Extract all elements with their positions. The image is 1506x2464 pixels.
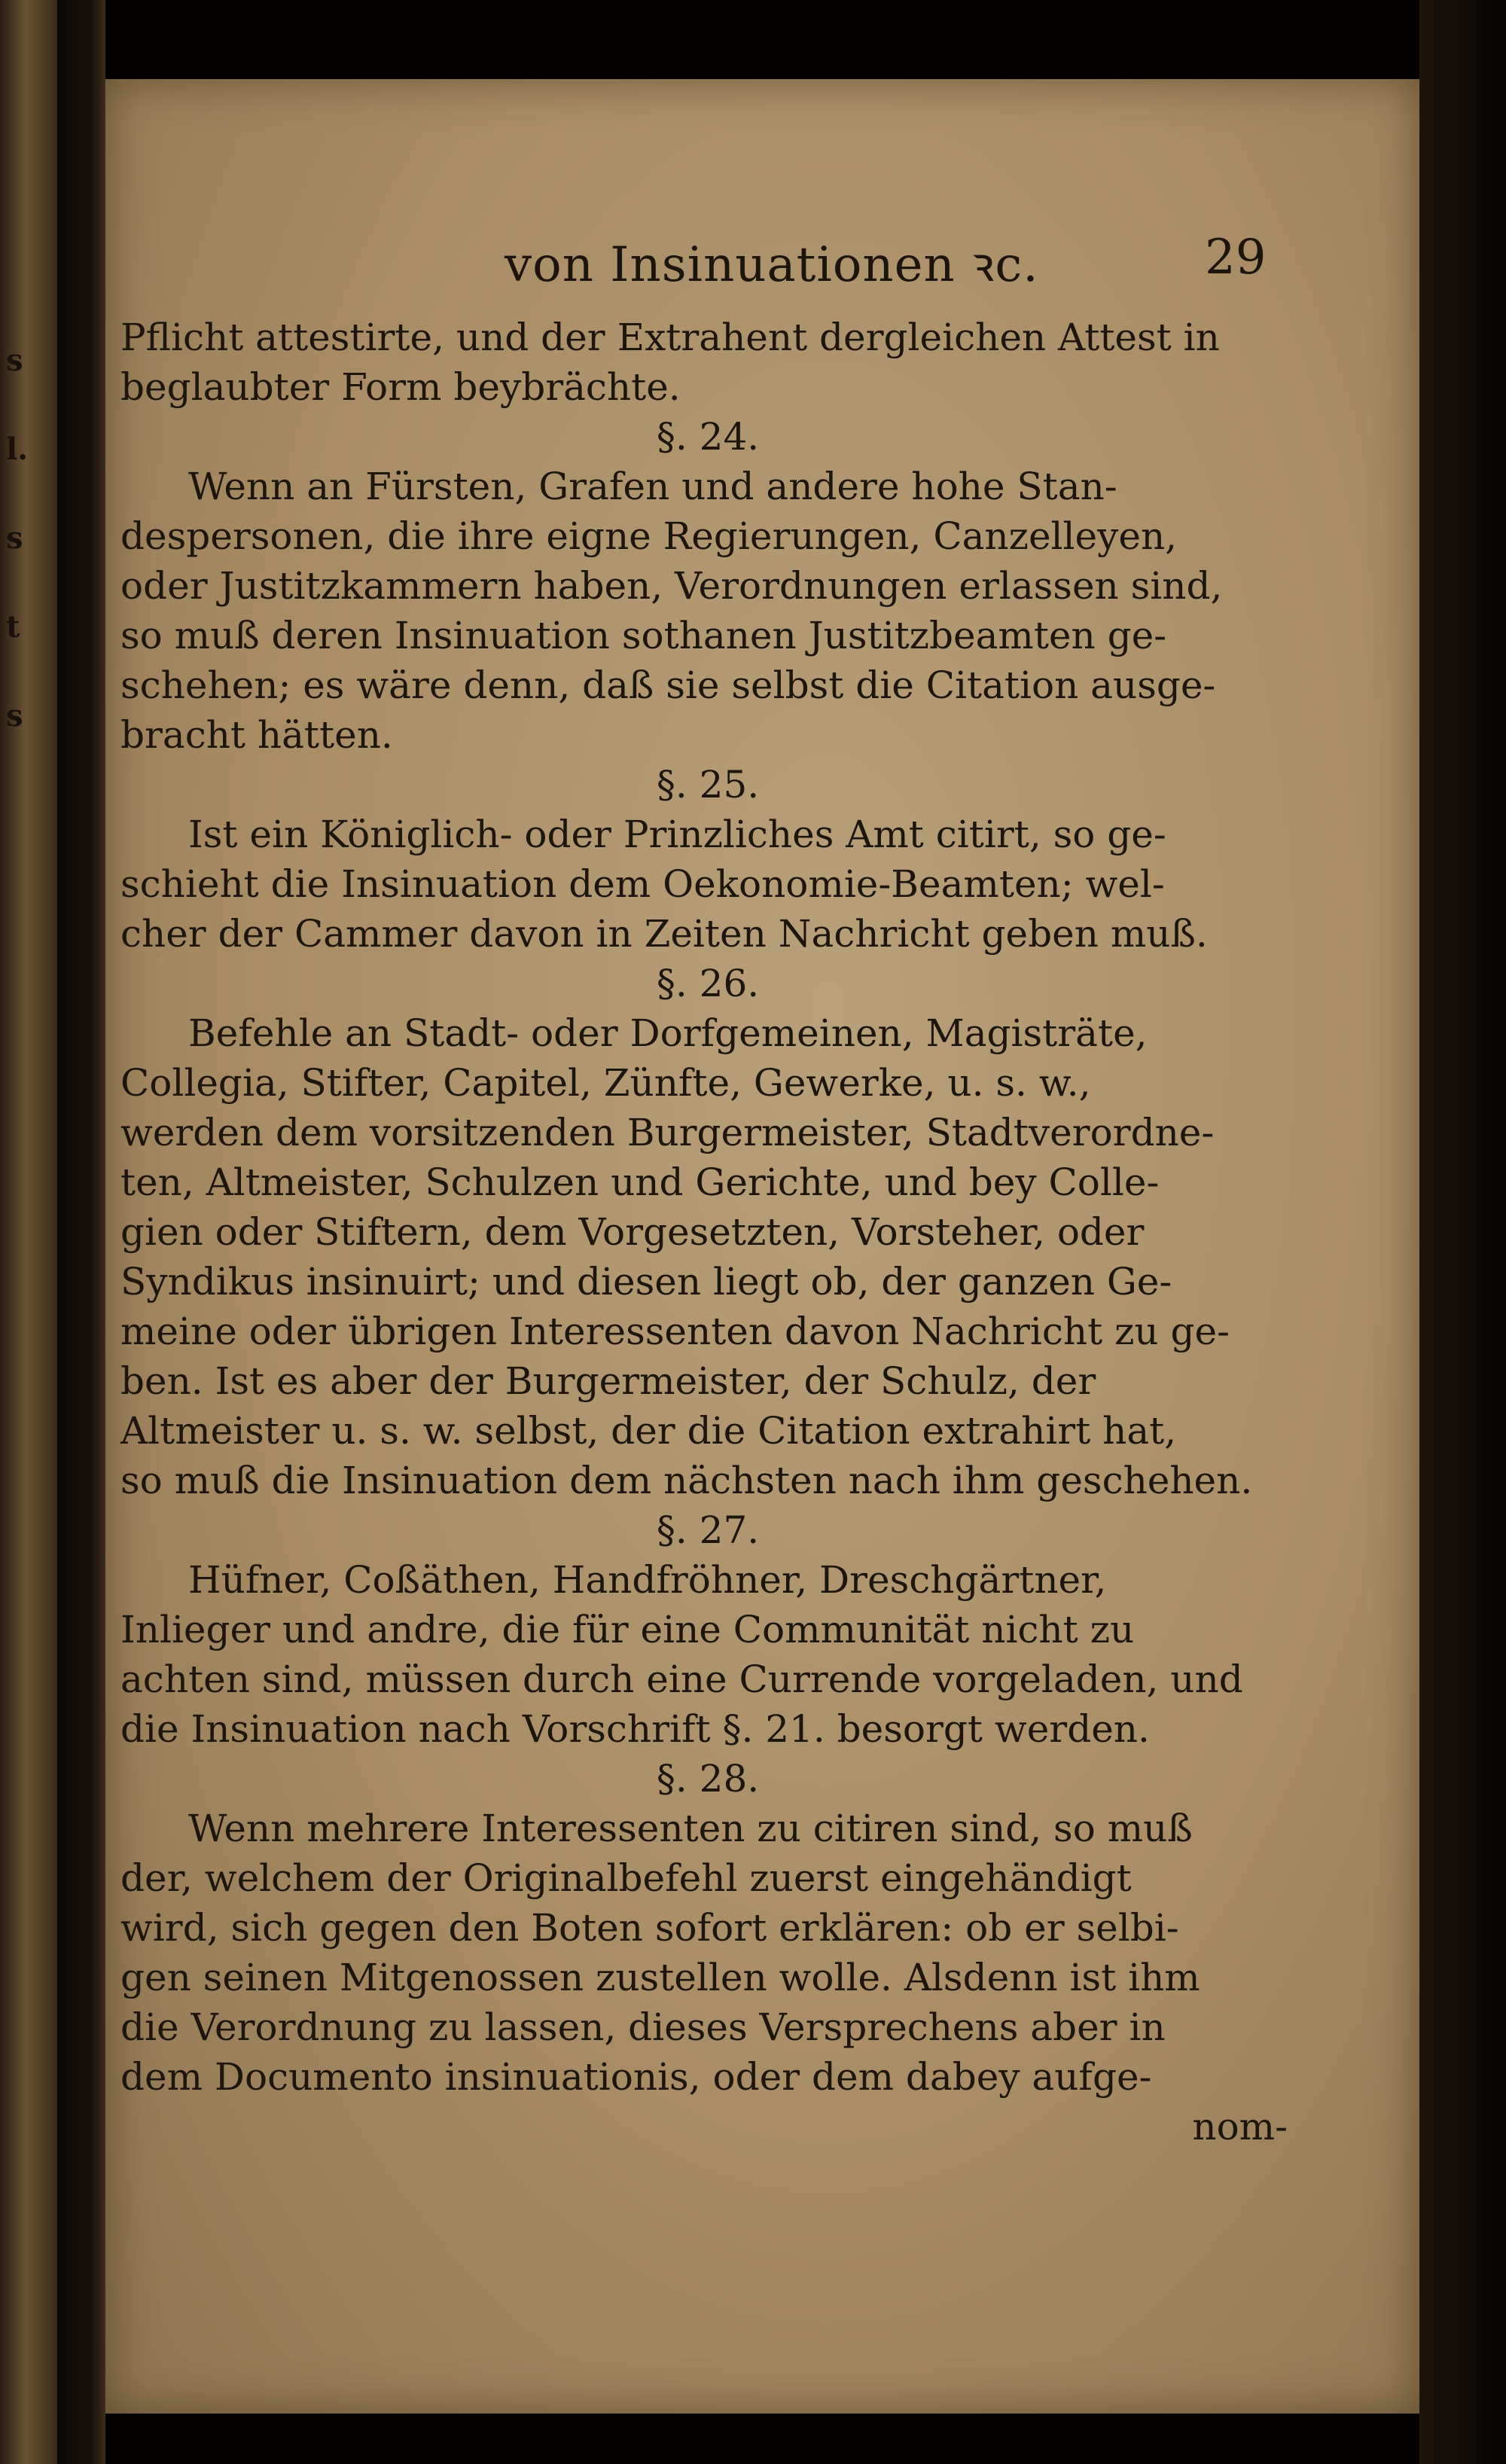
text-line: Pflicht attestirte, und der Extrahent dergleichen Attest in	[120, 316, 1220, 359]
section-heading: §. 28.	[656, 1757, 760, 1801]
text-line: despersonen, die ihre eigne Regierungen, Canzelleyen,	[120, 514, 1178, 558]
text-line: Befehle an Stadt- oder Dorfgemeinen, Magisträte,	[188, 1011, 1148, 1055]
text-line: ten, Altmeister, Schulzen und Gerichte, und bey Colle-	[120, 1160, 1160, 1204]
text-line: Ist ein Königlich- oder Prinzliches Amt citirt, so ge-	[188, 813, 1166, 856]
text-line: cher der Cammer davon in Zeiten Nachricht geben muß.	[120, 912, 1208, 956]
left-page-marks	[6, 316, 28, 761]
section-heading: §. 27.	[656, 1508, 760, 1552]
text-line: schieht die Insinuation dem Oekonomie-Beamten; wel-	[120, 862, 1165, 906]
left-mark: l.	[6, 432, 29, 467]
left-mark: s	[6, 343, 23, 378]
running-head	[218, 230, 1273, 313]
text-line: Wenn mehrere Interessenten zu citiren sind, so muß	[188, 1807, 1193, 1850]
catchword: nom-	[1192, 2105, 1288, 2148]
page-number: 29	[1205, 230, 1267, 285]
left-page-edge	[0, 0, 57, 2464]
section-heading: §. 25.	[656, 763, 760, 807]
text-line: ben. Ist es aber der Burgermeister, der Schulz, der	[120, 1359, 1096, 1403]
running-title: von Insinuationen ꝛc.	[505, 237, 1039, 293]
body-text	[120, 313, 1295, 2151]
text-line: Syndikus insinuirt; und diesen liegt ob, der ganzen Ge-	[120, 1260, 1172, 1304]
section-heading: §. 26.	[656, 962, 760, 1005]
left-mark: t	[6, 609, 20, 645]
book-page	[105, 79, 1419, 2414]
text-line: gen seinen Mitgenossen zustellen wolle. Alsdenn ist ihm	[120, 1956, 1200, 1999]
text-line: meine oder übrigen Interessenten davon Nachricht zu ge-	[120, 1310, 1230, 1353]
text-line: oder Justitzkammern haben, Verordnungen erlassen sind,	[120, 564, 1223, 608]
text-line: Inlieger und andre, die für eine Communität nicht zu	[120, 1608, 1135, 1651]
text-line: schehen; es wäre denn, daß sie selbst die Citation ausge-	[120, 663, 1216, 707]
book-gutter	[57, 0, 105, 2464]
text-line: Altmeister u. s. w. selbst, der die Citation extrahirt hat,	[120, 1409, 1177, 1453]
left-mark: s	[6, 698, 23, 733]
page-right-shadow	[1419, 0, 1506, 2464]
text-line: dem Documento insinuationis, oder dem dabey aufge-	[120, 2055, 1152, 2099]
text-line: gien oder Stiftern, dem Vorgesetzten, Vorsteher, oder	[120, 1210, 1145, 1254]
text-line: Wenn an Fürsten, Grafen und andere hohe Stan-	[188, 465, 1117, 508]
text-line: die Verordnung zu lassen, dieses Versprechens aber in	[120, 2005, 1166, 2049]
text-line: bracht hätten.	[120, 713, 393, 757]
text-line: der, welchem der Originalbefehl zuerst eingehändigt	[120, 1856, 1132, 1900]
text-line: so muß die Insinuation dem nächsten nach ihm geschehen.	[120, 1459, 1253, 1502]
text-line: beglaubter Form beybrächte.	[120, 365, 681, 409]
text-line: wird, sich gegen den Boten sofort erklären: ob er selbi-	[120, 1906, 1179, 1950]
text-line: Collegia, Stifter, Capitel, Zünfte, Gewerke, u. s. w.,	[120, 1061, 1091, 1105]
section-heading: §. 24.	[656, 415, 760, 459]
text-line: Hüfner, Coßäthen, Handfröhner, Dreschgärtner,	[188, 1558, 1107, 1602]
text-line: so muß deren Insinuation sothanen Justitzbeamten ge-	[120, 614, 1167, 657]
left-mark: s	[6, 520, 23, 556]
text-line: achten sind, müssen durch eine Currende vorgeladen, und	[120, 1657, 1243, 1701]
text-line: werden dem vorsitzenden Burgermeister, Stadtverordne-	[120, 1111, 1215, 1154]
text-line: die Insinuation nach Vorschrift §. 21. besorgt werden.	[120, 1707, 1150, 1751]
